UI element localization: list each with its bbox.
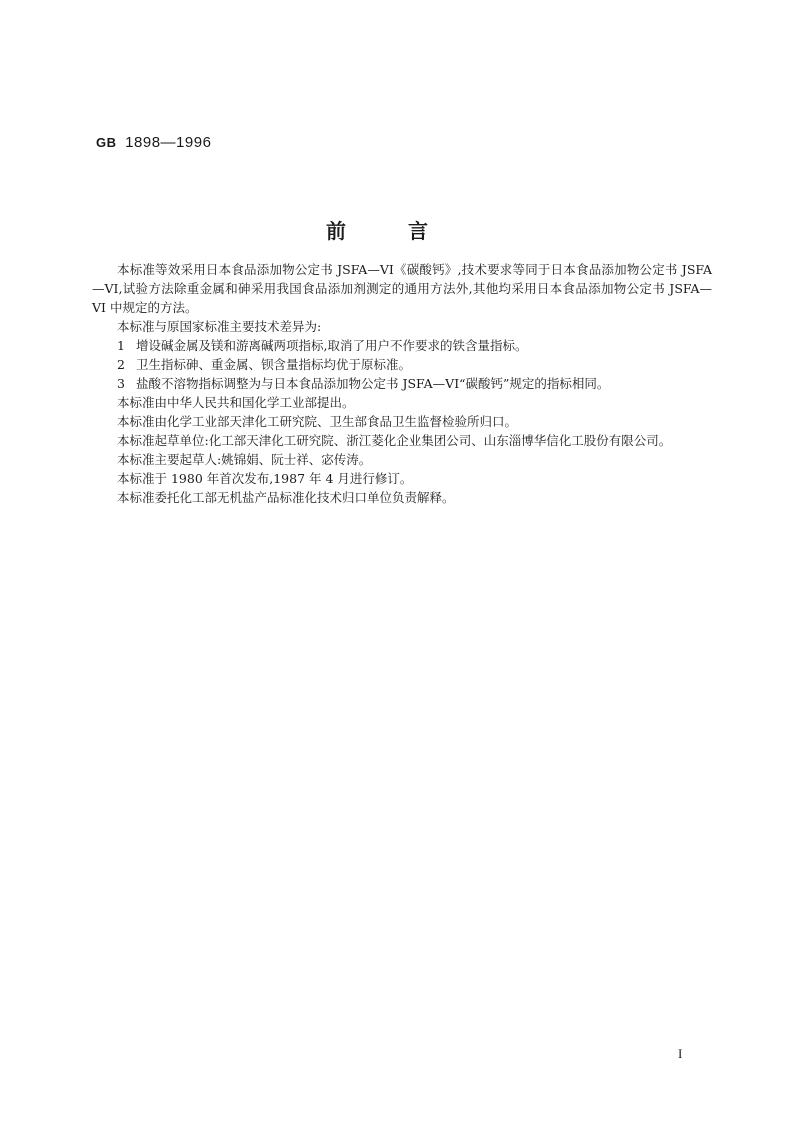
item-text: 增设碱金属及镁和游离碱两项指标,取消了用户不作要求的铁含量指标。 — [136, 338, 528, 353]
interpretation-note: 本标准委托化工部无机盐产品标准化技术归口单位负责解释。 — [117, 490, 455, 505]
drafters-note: 本标准主要起草人:姚锦娟、阮士祥、宓传涛。 — [117, 452, 372, 467]
standard-prefix: GB — [96, 135, 117, 150]
difference-item-2 — [92, 355, 712, 374]
item-text: 卫生指标砷、重金属、钡含量指标均优于原标准。 — [136, 357, 412, 372]
difference-item-3 — [92, 374, 712, 393]
intro-paragraph: 本标准等效采用日本食品添加物公定书 JSFA—VI《碳酸钙》,技术要求等同于日本食品添加物公定书 JSFA—VI,试验方法除重金属和砷采用我国食品添加剂测定的通用方法外,其他均采用日本食品添加物公定书 JSFA—VI 中规定的方法。 — [92, 262, 712, 315]
difference-item-1 — [92, 336, 712, 355]
document-body — [92, 260, 712, 507]
item-number: 1 — [117, 338, 125, 353]
item-text: 盐酸不溶物指标调整为与日本食品添加物公定书 JSFA—VI“碳酸钙”规定的指标相同。 — [136, 376, 610, 391]
proposer-note: 本标准由中华人民共和国化学工业部提出。 — [117, 395, 355, 410]
differences-intro: 本标准与原国家标准主要技术差异为: — [117, 319, 322, 334]
standard-number: 1898—1996 — [125, 134, 212, 151]
item-number: 3 — [117, 376, 125, 391]
standard-code — [96, 134, 211, 151]
item-number: 2 — [117, 357, 125, 372]
page-number: I — [678, 1046, 683, 1061]
publication-history-note: 本标准于 1980 年首次发布,1987 年 4 月进行修订。 — [117, 471, 413, 486]
management-note: 本标准由化学工业部天津化工研究院、卫生部食品卫生监督检验所归口。 — [117, 414, 518, 429]
page-title: 前言 — [326, 219, 490, 243]
drafting-units-note: 本标准起草单位:化工部天津化工研究院、浙江菱化企业集团公司、山东淄博华信化工股份有限公司。 — [117, 433, 672, 448]
